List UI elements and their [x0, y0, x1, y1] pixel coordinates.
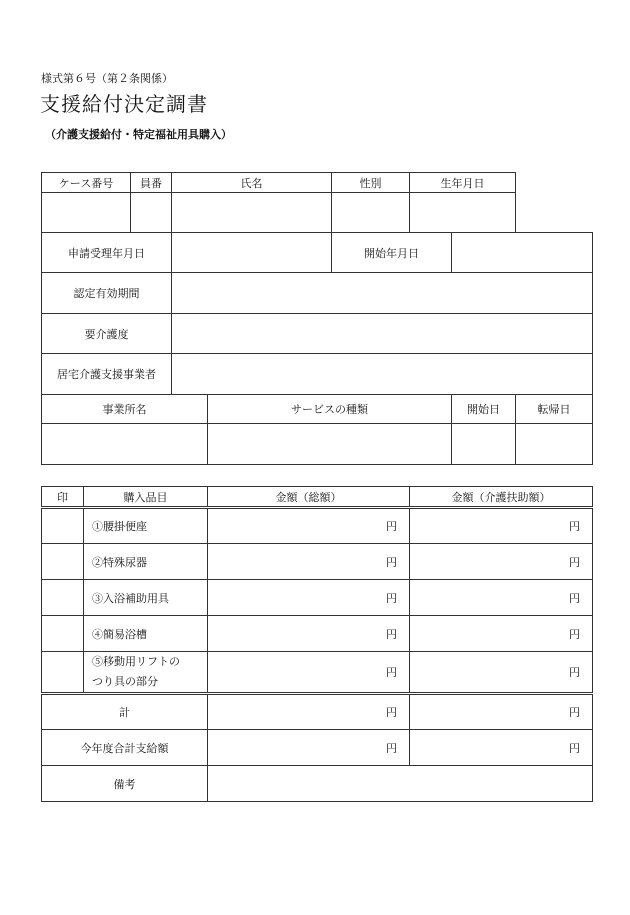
transfer-day-field[interactable]: [516, 424, 593, 465]
aid-amount-cell[interactable]: [410, 580, 593, 616]
service-type-field[interactable]: [208, 424, 452, 465]
blank-corner: [516, 173, 593, 193]
care-level-label: 要介護度: [42, 314, 172, 354]
aid-amount-cell[interactable]: [410, 544, 593, 580]
yen-unit: 円: [569, 520, 580, 533]
total-amount-cell[interactable]: [208, 508, 410, 544]
birthdate-label: 生年月日: [410, 173, 516, 193]
yen-unit: 円: [569, 591, 580, 605]
total-amount-cell[interactable]: [208, 616, 410, 652]
remarks-field[interactable]: [208, 766, 593, 802]
care-provider-field[interactable]: [172, 354, 593, 395]
remarks-label: 備考: [42, 766, 208, 802]
seal-header: 印: [42, 487, 84, 508]
begin-day-label: 開始日: [452, 395, 516, 424]
purchase-items-table: [41, 486, 593, 802]
care-level-field[interactable]: [172, 314, 593, 354]
yen-unit: 円: [386, 591, 397, 605]
aid-amount-cell[interactable]: [410, 616, 593, 652]
yen-unit: 円: [386, 555, 397, 569]
yen-unit: 円: [386, 627, 397, 641]
seal-cell[interactable]: [42, 616, 84, 652]
annual-aid-cell[interactable]: [410, 730, 593, 766]
item-toilet-seat: ①腰掛便座: [84, 508, 208, 544]
aid-amount-header: 金額（介護扶助額）: [410, 487, 593, 508]
item-lift-sling: [84, 652, 208, 694]
start-date-field[interactable]: [452, 233, 593, 273]
case-number-field[interactable]: [42, 193, 131, 233]
item-header: 購入品目: [84, 487, 208, 508]
aid-amount-cell[interactable]: [410, 508, 593, 544]
yen-unit: 円: [569, 555, 580, 569]
valid-period-label: 認定有効期間: [42, 273, 172, 314]
office-name-label: 事業所名: [42, 395, 208, 424]
total-amount-cell[interactable]: [208, 580, 410, 616]
seal-cell[interactable]: [42, 544, 84, 580]
sex-label: 性別: [332, 173, 410, 193]
application-date-field[interactable]: [172, 233, 332, 273]
item-lift-sling-line2: つり具の部分: [92, 675, 158, 688]
aid-amount-cell[interactable]: [410, 652, 593, 694]
sum-label: 計: [42, 694, 208, 730]
care-provider-label: 居宅介護支援事業者: [42, 354, 172, 395]
yen-unit: 円: [386, 666, 397, 679]
yen-unit: 円: [569, 706, 580, 719]
yen-unit: 円: [386, 520, 397, 533]
item-lift-sling-line1: ⑤移動用リフトの: [92, 655, 180, 668]
seal-cell[interactable]: [42, 580, 84, 616]
annual-total-cell[interactable]: [208, 730, 410, 766]
yen-unit: 円: [386, 706, 397, 719]
sum-aid-cell[interactable]: [410, 694, 593, 730]
staff-number-field[interactable]: [131, 193, 172, 233]
office-name-field[interactable]: [42, 424, 208, 465]
total-amount-cell[interactable]: [208, 652, 410, 694]
item-urinal: ②特殊尿器: [84, 544, 208, 580]
item-bath-aid: ③入浴補助用具: [84, 580, 208, 616]
yen-unit: 円: [569, 741, 580, 755]
start-date-label: 開始年月日: [332, 233, 452, 273]
annual-total-label: 今年度合計支給額: [42, 730, 208, 766]
birthdate-field[interactable]: [410, 193, 516, 233]
begin-day-field[interactable]: [452, 424, 516, 465]
service-type-label: サービスの種類: [208, 395, 452, 424]
name-field[interactable]: [172, 193, 332, 233]
yen-unit: 円: [569, 666, 580, 679]
application-date-label: 申請受理年月日: [42, 233, 172, 273]
seal-cell[interactable]: [42, 508, 84, 544]
page-subtitle: （介護支援給付・特定福祉用具購入）: [45, 128, 232, 141]
valid-period-field[interactable]: [172, 273, 593, 314]
name-label: 氏名: [172, 173, 332, 193]
total-amount-cell[interactable]: [208, 544, 410, 580]
transfer-day-label: 転帰日: [516, 395, 593, 424]
seal-cell[interactable]: [42, 652, 84, 694]
yen-unit: 円: [569, 627, 580, 641]
item-simple-bathtub: ④簡易浴槽: [84, 616, 208, 652]
applicant-info-table: [41, 172, 593, 465]
page-title: 支援給付決定調書: [40, 92, 208, 116]
case-number-label: ケース番号: [42, 173, 131, 193]
total-amount-header: 金額（総額）: [208, 487, 410, 508]
staff-number-label: 員番: [131, 173, 172, 193]
sex-field[interactable]: [332, 193, 410, 233]
blank-corner-2: [516, 193, 593, 233]
form-number: 様式第６号（第２条関係）: [41, 72, 173, 85]
sum-total-cell[interactable]: [208, 694, 410, 730]
yen-unit: 円: [386, 741, 397, 755]
